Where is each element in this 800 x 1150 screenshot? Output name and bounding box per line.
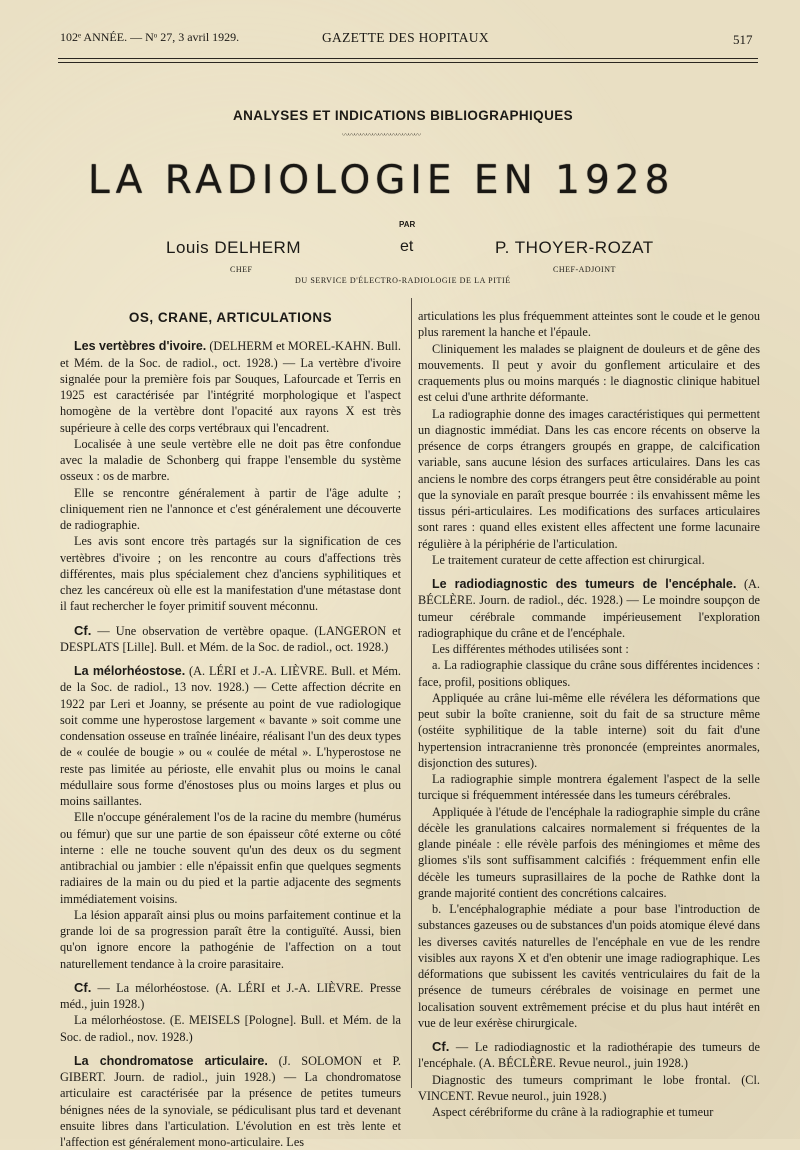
- section-subheading: OS, CRANE, ARTICULATIONS: [128, 310, 333, 325]
- author-2-role: CHEF-ADJOINT: [553, 265, 616, 274]
- reference-body: — Le radiodiagnostic et la radiothérapie des tumeurs de l'encéphale. (A. BÉCLÈRE. Revue neurol., juin 1928.): [418, 1040, 760, 1071]
- paragraph: [418, 576, 760, 641]
- paragraph: Appliquée à l'étude de l'encéphale la radiographie simple du crâne décèle les granulations calcaires normalement si fréquentes de la glande pinéale : elle révèle parfois des méningiomes et même des gliomes s'ils sont suffisamment calcifiés : fréquemment enfin elle décèle les tumeurs suprasillaires de la poche de Rathke dont la grande majorité contient des concrétions calcaires.: [418, 804, 760, 900]
- paragraph: b. L'encéphalographie médiate a pour base l'introduction de substances gazeuses ou de substances d'un poids atomique élevé dans les diverses cavités naturelles de l'encéphale en vue de les rendre visibles aux rayons X et d'en obtenir une image radiographique. Les déformations que subissent les cavités ventriculaires du fait de la présence de tumeurs cérébrales de voisinage en permet une localisation souvent extrêmement précise et du plus haut intérêt en vue de leur exérèse chirurgicale.: [418, 902, 761, 1030]
- paragraph: Localisée à une seule vertèbre elle ne doit pas être confondue avec la maladie de Schonberg qui frappe l'ensemble du système osseux : os de marbre.: [60, 436, 401, 484]
- paragraph: [60, 623, 401, 656]
- cf-label: Cf.: [74, 979, 92, 995]
- author-1-role: CHEF: [230, 265, 253, 274]
- entry-title: La mélorhéostose.: [74, 664, 186, 678]
- ornament-divider: 〰〰〰〰〰〰〰〰〰〰〰〰〰: [342, 131, 420, 139]
- entry-title: Les vertèbres d'ivoire.: [74, 339, 207, 354]
- paragraph: [60, 1053, 401, 1150]
- paragraph: La mélorhéostose. (E. MEISELS [Pologne]. Bull. et Mém. de la Soc. de radiol., nov. 1928.): [60, 1013, 401, 1044]
- column-divider: [411, 298, 412, 1088]
- entry-body: (DELHERM et MOREL-KAHN. Bull. et Mém. de la Soc. de radiol., oct. 1928.) — La vertèbre d'ivoire signalée pour la première fois par Souques, Lafourcade et Terris en 1925 est caractérisée par l'intégrité morphologique et l'aspect homogène de la vertèbre dont l'opacité aux rayons X est très supérieure à celle des corps vertébraux qui l'encadrent.: [60, 339, 402, 435]
- entry-body: (J. SOLOMON et P. GIBERT. Journ. de radiol., juin 1928.) — La chondromatose articulaire est caractérisée par la présence de petites tumeurs bénignes nées de la synoviale, se pédiculisant plus tard et devenant ensuite libres dans l'articulation. L'évolution en est très lente et l'affection est généralement mono-articulaire. Les: [60, 1053, 401, 1149]
- paragraph: La radiographie donne des images caractéristiques qui permettent un diagnostic immédiat. Dans les cas encore récents on observe la présence de corps étrangers groupés en grappe, de calcification variable, sans aucune lésion des surfaces articulaires. Dans les cas anciens le nombre des corps étrangers peut être considérable au point que la synoviale en paraît presque bourrée : ils envahissent même les tissus péri-articulaires. Les modifications des surfaces articulaires sont rares : quand elles existent elles affectent une forme lacunaire régulière à la périphérie de l'articulation.: [418, 406, 760, 551]
- byline-et: et: [400, 238, 414, 255]
- paragraph: [418, 1039, 760, 1072]
- header-rule-thin: [58, 62, 758, 63]
- paragraph: Aspect cérébriforme du crâne à la radiographie et tumeur: [432, 1105, 714, 1119]
- paragraph: [60, 338, 401, 436]
- reference-body: — La mélorhéostose. (A. LÉRI et J.-A. LIÈVRE. Presse méd., juin 1928.): [60, 980, 401, 1011]
- entry-body: (A. BÉCLÈRE. Journ. de radiol., déc. 1928.) — Le moindre soupçon de tumeur cérébrale commande impérieusement l'exploration radiographique du crâne et de l'encéphale.: [418, 577, 760, 640]
- entry-body: (A. LÉRI et J.-A. LIÈVRE. Bull. et Mém. de la Soc. de radiol., 13 nov. 1928.) — Cette affection décrite en 1922 par Leri et Joanny, se présente au point de vue radiologique soit comme une hyperostose largement « bavante » soit comme une condensation osseuse en traînée linéaire, réalisant l'un des deux types de « coulée de bougie » ou « coulée de métal ». L'hyperostose ne reste pas limitée au périoste, elle envahit plus ou moins le canal médullaire sous forme d'énostoses plus ou moins larges et plus ou moins saillantes.: [60, 664, 401, 808]
- paragraph: articulations les plus fréquemment atteintes sont le coude et le genou plus rarement la hanche et l'épaule.: [418, 309, 760, 340]
- reference-body: — Une observation de vertèbre opaque. (LANGERON et DESPLATS [Lille]. Bull. et Mém. de la Soc. de radiol., oct. 1928.): [60, 623, 401, 654]
- paragraph: [60, 980, 401, 1013]
- paragraph: a. La radiographie classique du crâne sous différentes incidences : face, profil, positions obliques.: [418, 658, 760, 689]
- author-2: P. THOYER-ROZAT: [495, 238, 654, 257]
- right-column: [418, 308, 760, 1120]
- issue-line: 102ᵉ ANNÉE. — Nᵒ 27, 3 avril 1929.: [60, 30, 240, 44]
- cf-label: Cf.: [432, 1039, 450, 1054]
- paragraph: Diagnostic des tumeurs comprimant le lobe frontal. (Cl. VINCENT. Revue neurol., juin 1928.): [418, 1072, 760, 1103]
- journal-title: GAZETTE DES HOPITAUX: [322, 30, 489, 45]
- paragraph: Les avis sont encore très partagés sur la signification de ces vertèbres d'ivoire ; on les rencontre au cours d'affections très différentes, mais plus spécialement chez d'anciens syphilitiques et chez les cancéreux où elle est la manifestation d'une métastase dont il faut rechercher le foyer primitif souvent méconnu.: [60, 534, 401, 614]
- entry-title: Le radiodiagnostic des tumeurs de l'encéphale.: [432, 577, 737, 591]
- header-rule: [58, 58, 758, 59]
- article-title: LA RADIOLOGIE EN 1928: [88, 158, 675, 203]
- page-number: 517: [733, 32, 753, 47]
- service-line: DU SERVICE D'ÉLECTRO-RADIOLOGIE DE LA PITIÉ: [295, 276, 511, 285]
- paragraph: La radiographie simple montrera également l'aspect de la selle turcique si fréquemment intéressée dans les tumeurs cérébrales.: [418, 772, 760, 803]
- paragraph: Elle n'occupe généralement l'os de la racine du membre (humérus ou fémur) que sur une partie de son épaisseur côté externe ou côté interne : elle ne touche souvent qu'un des deux os du segment antibrachial ou jambier : elle n'épaissit enfin que quelques segments radiaires de la main ou du pied et la partie adjacente des segments immédiatement voisins.: [60, 810, 401, 906]
- paragraph: Appliquée au crâne lui-même elle révélera les déformations que peut subir la boîte cranienne, soit du fait de sa structure même (ostéite syphilitique de la table interne) soit du fait d'une hypertension intracranienne très prononcée (empreintes anormales, disjonction des sutures).: [418, 690, 760, 770]
- paragraph: Elle se rencontre généralement à partir de l'âge adulte ; cliniquement rien ne l'annonce et c'est généralement une découverte de radiographie.: [60, 485, 401, 532]
- left-column: [60, 300, 401, 1150]
- paragraph: [60, 663, 401, 809]
- paragraph: La lésion apparaît ainsi plus ou moins parfaitement continue et la grande loi de sa progression paraît être la contiguïté. Aussi, bien qu'on ignore encore la pathogénie de l'affection on a tout naturellement tendance à la croire parasitaire.: [60, 907, 401, 971]
- author-1: Louis DELHERM: [166, 238, 301, 257]
- paragraph: Cliniquement les malades se plaignent de douleurs et de gêne des mouvements. Il peut y avoir du gonflement articulaire et des craquements plus ou moins marqués : le diagnostic clinique habituel est celui d'une arthrite déformante.: [418, 341, 760, 405]
- cf-label: Cf.: [74, 622, 92, 638]
- paragraph: Les différentes méthodes utilisées sont :: [432, 642, 629, 656]
- entry-title: La chondromatose articulaire.: [74, 1053, 268, 1068]
- paragraph: Le traitement curateur de cette affection est chirurgical.: [432, 552, 705, 567]
- section-heading: ANALYSES ET INDICATIONS BIBLIOGRAPHIQUES: [233, 108, 574, 123]
- byline-par: PAR: [399, 220, 416, 229]
